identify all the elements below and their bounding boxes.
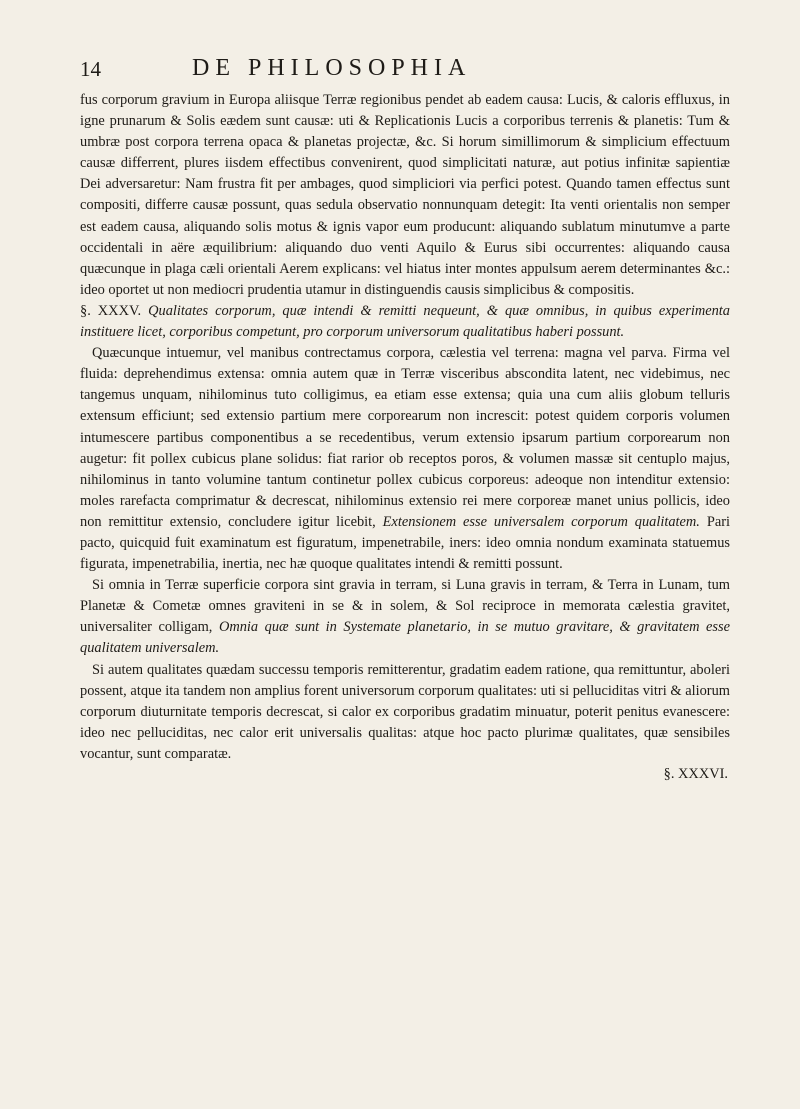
paragraph-gravity: [80, 575, 730, 659]
paragraph-continued: fus corporum gravium in Europa aliisque Terræ regionibus pendet ab eadem causa: Lucis, & caloris effluxus, in igne prunarum & Solis eædem sunt causæ: uti & Replicationis Lucis a corporibus terrenis & planetis: Tum & umbræ post corpora terrena opaca & planetas projectæ, &c. Si horum simillimorum & simplicium effectuum causæ differrent, plures iisdem effectibus convenirent, quod simplicitati naturæ, aut potius infinitæ sapientiæ Dei adversaretur: Nam frustra fit per ambages, quod simpliciori via perfici potest. Quando tamen effectus sunt compositi, differre causæ possunt, quas sedula observatio nonnunquam detegit: Ita venti orientalis non semper est eadem causa, aliquando solis motus & ignis vapor eum producunt: aliquando sublatum minutumve a parte occidentali in aëre æquilibrium: aliquando duo venti Aquilo & Eurus sibi occurrentes: aliquando causa quæcunque in plaga cæli orientali Aerem explicans: vel hiatus inter montes appulsum aerem determinantes &c.: ideo oportet ut non mediocri prudentia utamur in distinguendis causis simplicibus & compositis.: [80, 92, 730, 298]
page-number: 14: [80, 57, 101, 81]
paragraph-extension-conclusion: Extensionem esse universalem corporum qualitatem.: [382, 513, 700, 530]
section-title: Qualitates corporum, quæ intendi & remitti nequeunt, & quæ omnibus, in quibus experimenta instituere licet, corporibus competunt, pro corporum universorum qualitatibus haberi possunt.: [80, 302, 730, 341]
body-text: [80, 90, 730, 765]
paragraph-extension: [80, 343, 730, 575]
page-header: [80, 38, 730, 82]
section-heading: [80, 301, 730, 343]
paragraph-qualities: Si autem qualitates quædam successu temporis remitterentur, gradatim eadem ratione, qua remittuntur, aboleri possent, atque ita tandem non amplius forent universorum corporum qualitates: uti si pelluciditas vitri & aliorum corporum diuturnitate temporis decrescat, si calor ex corporibus gradatim minuatur, poterit penitus evanescere: ideo nec pelluciditas, nec calor erit universalis qualitas: atque hoc pacto plurimæ qualitates, quæ sensibiles vocantur, sunt comparatæ.: [80, 661, 730, 762]
paragraph-gravity-conclusion: Omnia quæ sunt in Systemate planetario, in se mutuo gravitare, & gravitatem esse qualitatem universalem.: [80, 619, 730, 657]
paragraph-extension-continued: Pari pacto, quicquid fuit examinatum est figuratum, impenetrabile, iners: ideo omnia nondum examinata statuemus figurata, impenetrabilia, inertia, nec hæ quoque qualitates intendi & remitti possunt.: [80, 513, 730, 573]
paragraph-extension-text: Quæcunque intuemur, vel manibus contrectamus corpora, cælestia vel terrena: magna vel parva. Firma vel fluida: deprehendimus extensa: omnia autem quæ in Terræ visceribus abscondita latent, nec videbimus, nec tangemus unquam, nihilominus tuto colligimus, ea etiam esse extensa; quia una cum aliis globum telluris extensum efficiunt; sed extensio partium mere corporearum non increscit: potest quidem corporis volumen intumescere partibus componentibus a se recedentibus, verum extensio ipsarum partium corporearum non augetur: fit pollex cubicus plane solidus: fiat rarior ob receptos poros, & volumen massæ sit centuplo majus, nihilominus in tanto volumine tantum continetur pollex cubicus corporeus: adeoque non intenditur extensio: moles rarefacta comprimatur & decrescat, nihilominus extensio rei mere corporeæ manet unius pollicis, ideo non remittitur extensio, concludere igitur licebit,: [80, 345, 730, 530]
section-number: §. XXXV.: [80, 302, 142, 319]
catchword: §. XXXVI.: [663, 766, 728, 782]
running-head: DE PHILOSOPHIA: [192, 55, 472, 81]
paragraph-gravity-text: Si omnia in Terræ superficie corpora sint gravia in terram, si Luna gravis in terram, & Terra in Lunam, tum Planetæ & Cometæ omnes graviteni in se & in solem, & Sol reciproce in memorata cælestia gravitet, universaliter colligam,: [80, 577, 730, 636]
